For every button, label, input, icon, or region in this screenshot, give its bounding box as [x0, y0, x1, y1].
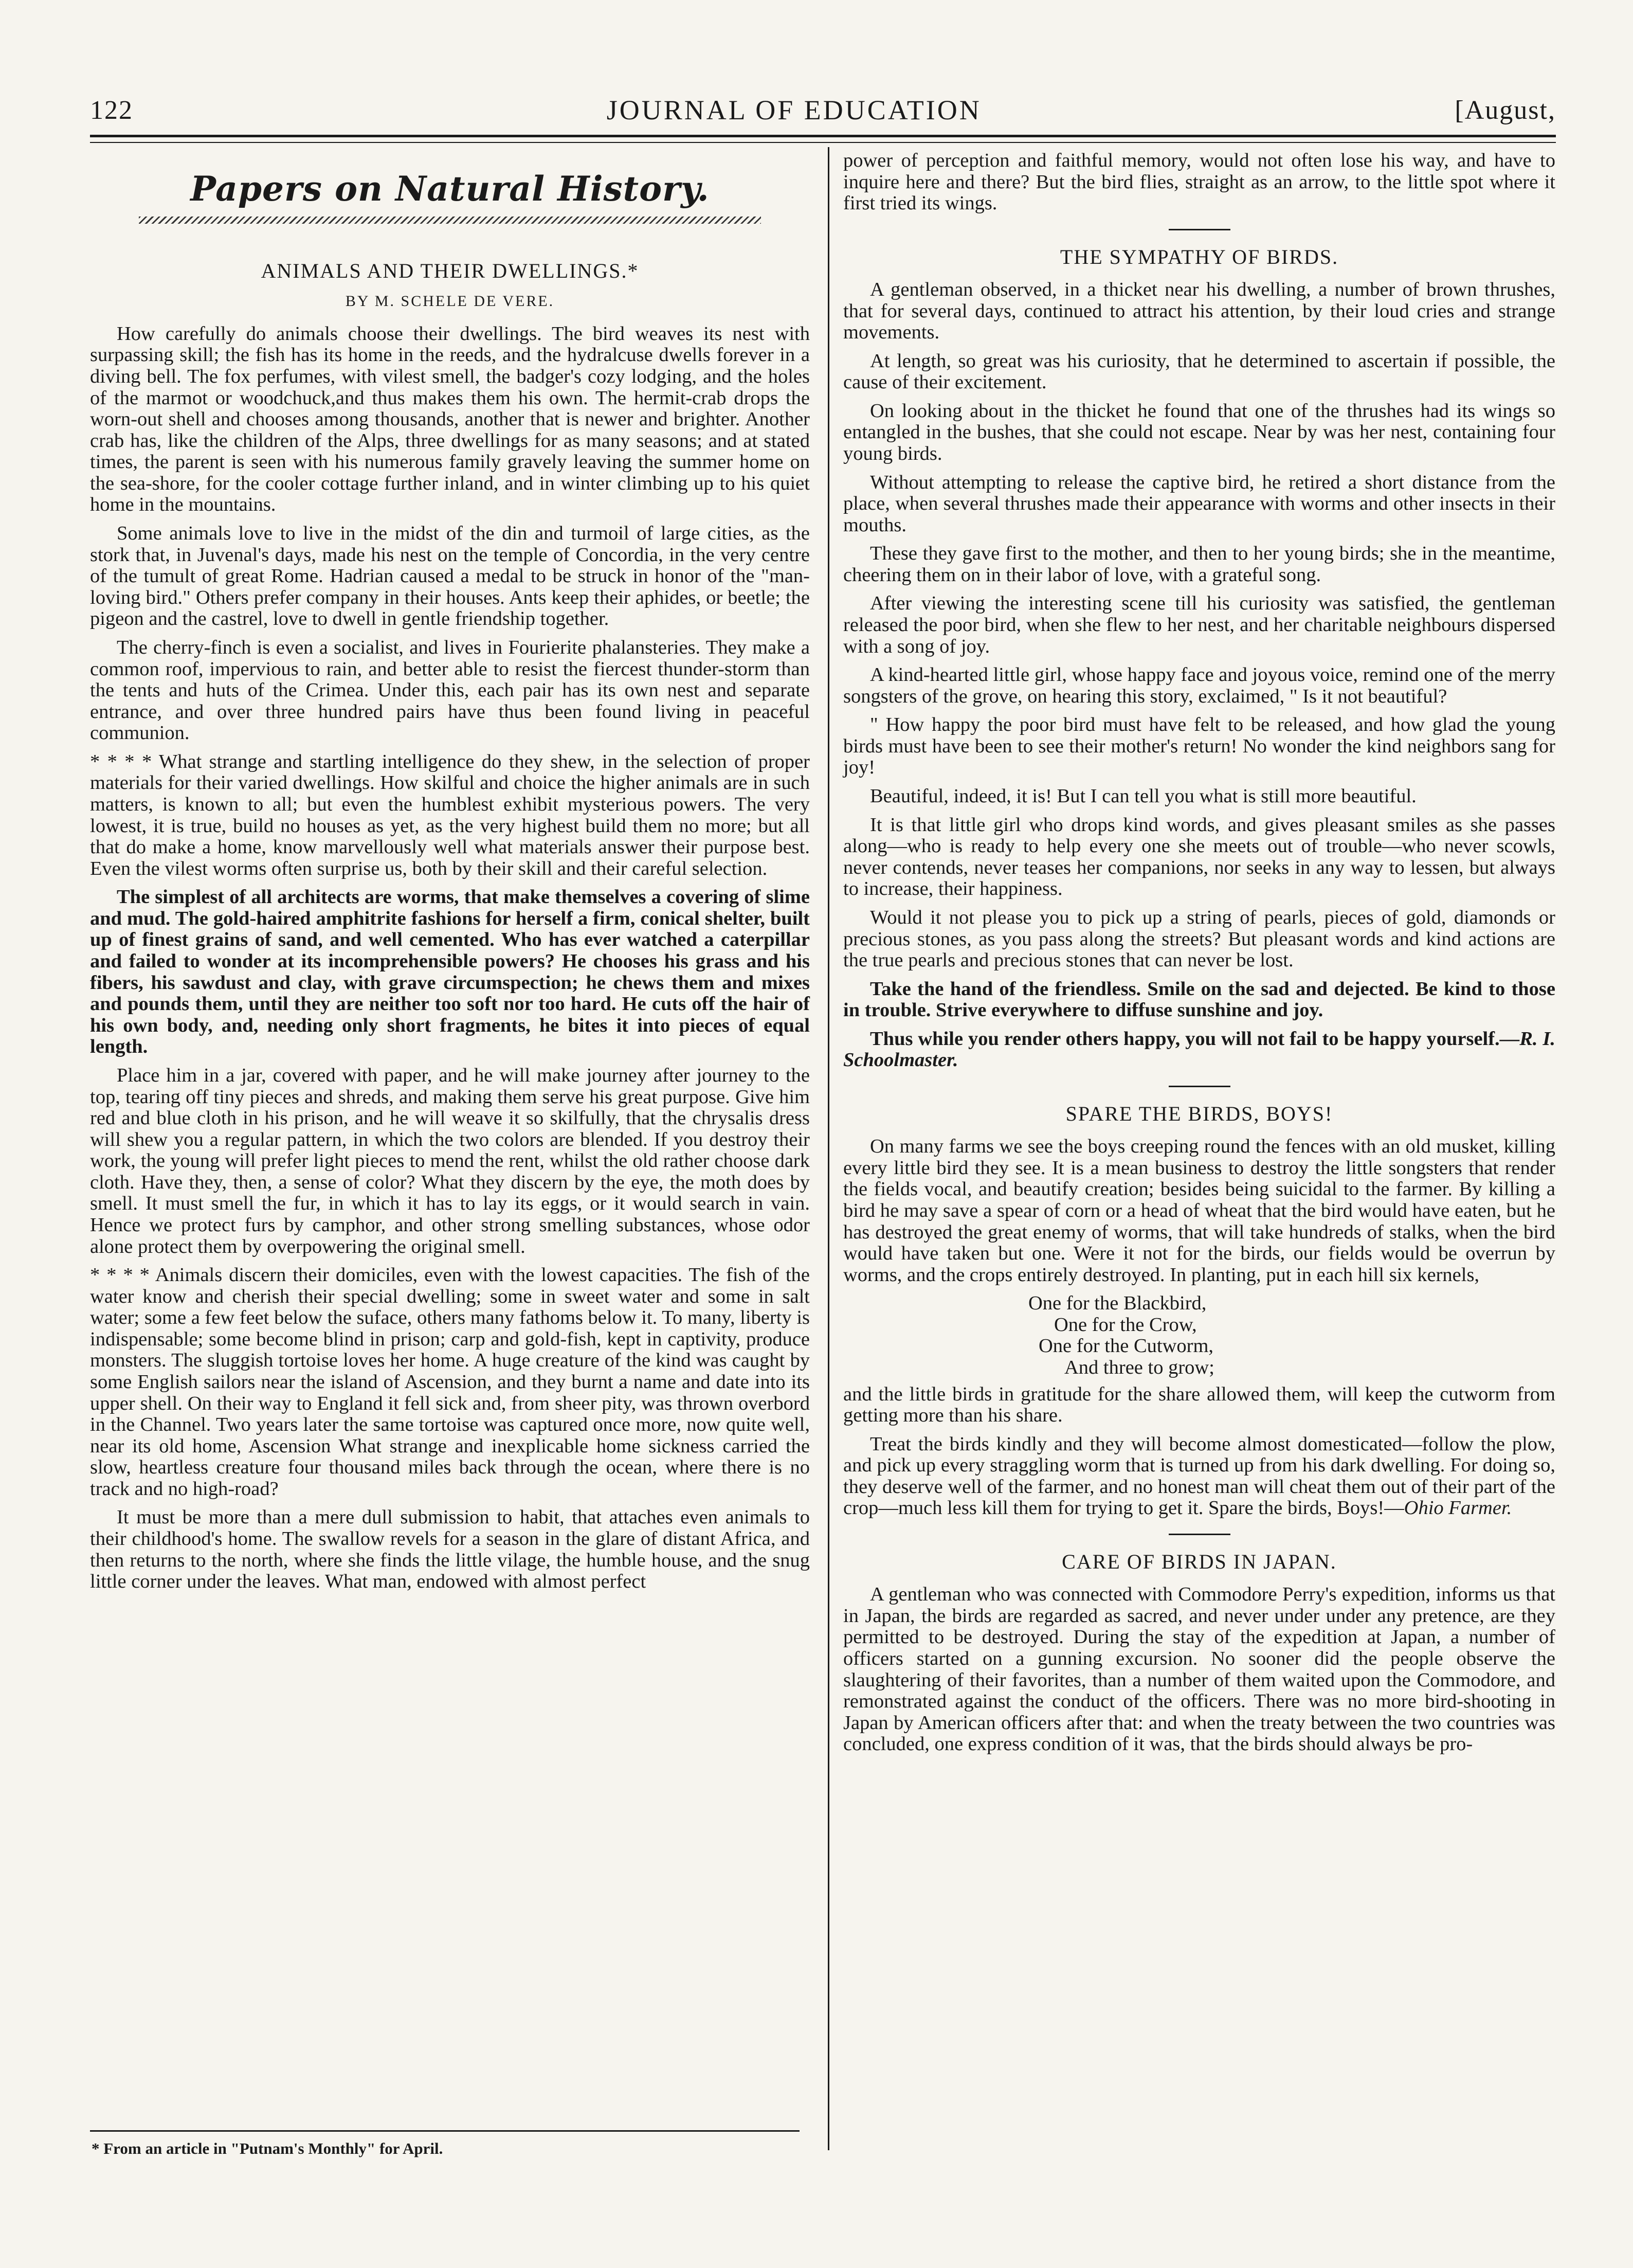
header-rule-thick: [90, 135, 1556, 137]
wavy-divider: [139, 217, 761, 224]
paragraph: Place him in a jar, covered with paper, and he will make journey after journey to the top, tearing off tiny pieces and shreds, and making them serve his great purpose. Give him red and blue cloth in his prison, and he will weave it so skilfully, that the chrysalis dress will shew you a regular pattern, in which the two colors are blended. If you destroy their work, the young will prefer light pieces to mend the rent, whilst the old rather choose dark cloth. Have they, then, a sense of color? What they discern by the eye, the moth does by smell. It must smell the fur, in which it has to lay its eggs, or it would search in vain. Hence we protect furs by camphor, and other strong smelling substances, whose odor alone protect them by overpowering the original smell.: [90, 1064, 810, 1257]
section-divider: [1169, 229, 1230, 230]
source-credit: Ohio Farmer.: [1404, 1497, 1512, 1519]
article-byline: BY M. SCHELE DE VERE.: [345, 293, 555, 310]
section-divider: [1169, 1534, 1230, 1535]
source-credit: R. I. Schoolmaster.: [843, 1028, 1555, 1071]
verse-line: And three to grow;: [1064, 1356, 1214, 1378]
paragraph: A gentleman who was connected with Commodore Perry's expedition, informs us that in Japan, the birds are regarded as sacred, and never under under any pretence, are they permitted to be destroyed. During the stay of the expedition at Japan, a number of officers started on a gunning excursion. No sooner did the people observe the slaughtering of their favorites, than a number of them waited upon the Commodore, and remonstrated against the conduct of the officers. There was no more bird-shooting in Japan by American officers after that: and when the treaty between the two countries was concluded, one express condition of it was, that the birds should always be pro-: [843, 1583, 1555, 1755]
journal-title: JOURNAL OF EDUCATION: [606, 95, 982, 125]
header-rule-thin: [90, 142, 1556, 143]
paragraph: [843, 1434, 1555, 1519]
paragraph: Would it not please you to pick up a string of pearls, pieces of gold, diamonds or precious stones, as you pass along the streets? But pleasant words and kind actions are the true pearls and precious stones that can never be lost.: [843, 906, 1555, 971]
running-header: [90, 86, 1556, 134]
verse: [843, 1293, 1555, 1378]
paragraph: It is that little girl who drops kind words, and gives pleasant smiles as she passes along—who is ready to help every one she meets out of trouble—who never scowls, never contends, never teases her companions, nor seeks in any way to lessen, but always to increase, their happiness.: [843, 814, 1555, 900]
paragraph: The cherry-finch is even a socialist, and lives in Fourierite phalansteries. They make a common roof, impervious to rain, and better able to resist the fiercest thunder-storm than the tents and huts of the Crimea. Under this, each pair has its own nest and separate entrance, and over three hundred pairs have thus been found living in peaceful communion.: [90, 636, 810, 744]
paragraph: How carefully do animals choose their dwellings. The bird weaves its nest with surpassing skill; the fish has its home in the reeds, and the hydralcuse dwells forever in a diving bell. The fox perfumes, with vilest smell, the badger's cozy lodging, and the holes of the marmot or woodchuck,and thus makes them his own. The hermit-crab drops the worn-out shell and chooses among thousands, another that is newer and brighter. Another crab has, like the children of the Alps, three dwellings for as many seasons; and at stated times, the parent is seen with his numerous family gravely leaving the summer home on the sea-shore, for the cooler cottage further inland, and in winter climbing up to his quiet home in the mountains.: [90, 322, 810, 516]
footnote: * From an article in "Putnam's Monthly" for April.: [92, 2139, 443, 2157]
paragraph: It must be more than a mere dull submission to habit, that attaches even animals to their childhood's home. The swallow revels for a season in the glare of distant Africa, and then returns to the north, where she finds the little vilage, the humble house, and the snug little corner under the leaves. What man, endowed with almost perfect: [90, 1506, 810, 1593]
paragraph: On looking about in the thicket he found that one of the thrushes had its wings so entangled in the bushes, that she could not escape. Near by was her nest, containing four young birds.: [843, 400, 1555, 464]
verse-line: One for the Blackbird,: [1028, 1292, 1207, 1315]
paragraph: Without attempting to release the captive bird, he retired a short distance from the place, when several thrushes made their appearance with worms and other insects in their mouths.: [843, 471, 1555, 536]
article-title: THE SYMPATHY OF BIRDS.: [1060, 245, 1339, 268]
paragraph: A gentleman observed, in a thicket near his dwelling, a number of brown thrushes, that for several days, continued to attract his attention, by their loud cries and strange movements.: [843, 278, 1555, 344]
right-column: [843, 150, 1555, 1762]
left-column: [90, 149, 810, 1600]
column-divider: [828, 147, 829, 2150]
paragraph: The simplest of all architects are worms, that make themselves a covering of slime and mud. The gold-haired amphitrite fashions for herself a firm, conical shelter, built up of finest grains of sand, and well cemented. Who has ever watched a caterpillar and failed to wonder at its incomprehensible powers? He chooses his grass and his fibers, his sawdust and clay, with grave circumspection; he chews them and mixes and pounds them, until they are neither too soft nor too hard. He cuts off the hair of his own body, and, needing only short fragments, he bites it into pieces of equal length.: [90, 886, 810, 1058]
paragraph: " How happy the poor bird must have felt to be released, and how glad the young birds must have been to see their mother's return! No wonder the kind neighbors sang for joy!: [843, 714, 1555, 779]
page-number: 122: [90, 95, 133, 125]
paragraph: [843, 1029, 1555, 1071]
paragraph: Take the hand of the friendless. Smile on the sad and dejected. Be kind to those in trouble. Strive everywhere to diffuse sunshine and joy.: [843, 978, 1555, 1021]
paragraph: After viewing the interesting scene till his curiosity was satisfied, the gentleman released the poor bird, when she flew to her nest, and her charitable neighbours dispersed with a song of joy.: [843, 592, 1555, 657]
paragraph: A kind-hearted little girl, whose happy face and joyous voice, remind one of the merry songsters of the grove, on hearing this story, exclaimed, " Is it not beautiful?: [843, 664, 1555, 707]
section-title: Papers on Natural History.: [190, 169, 710, 209]
verse-line: One for the Cutworm,: [1039, 1335, 1214, 1357]
article-title: ANIMALS AND THEIR DWELLINGS.*: [261, 259, 639, 283]
footnote-rule: [90, 2130, 800, 2132]
article-title: SPARE THE BIRDS, BOYS!: [1065, 1102, 1333, 1125]
paragraph-text: Treat the birds kindly and they will become almost domesticated—follow the plow, and pick up every straggling worm that is turned up from his dark dwelling. For doing so, they deserve well of the farmer, and no honest man will cheat them out of their part of the crop—much less kill them for trying to get it. Spare the birds, Boys!—: [843, 1433, 1555, 1519]
issue-month: [August,: [1455, 95, 1556, 125]
article-title: CARE OF BIRDS IN JAPAN.: [1062, 1550, 1337, 1574]
section-divider: [1169, 1086, 1230, 1087]
paragraph: At length, so great was his curiosity, that he determined to ascertain if possible, the cause of their excitement.: [843, 350, 1555, 393]
paragraph: and the little birds in gratitude for the share allowed them, will keep the cutworm from getting more than his share.: [843, 1383, 1555, 1427]
paragraph: * * * * Animals discern their domiciles, even with the lowest capacities. The fish of the water know and cherish their special dwelling; some in sweet water and some in salt water; some a few feet below the suface, others many fathoms below it. To many, liberty is indispensable; some become blind in prison; carp and gold-fish, kept in captivity, produce monsters. The sluggish tortoise loves her home. A huge creature of the kind was caught by some English sailors near the island of Ascension, and they burnt a name and date into its upper shell. On their way to England it fell sick and, from sheer pity, was thrown overbord in the Channel. Two years later the same tortoise was captured once more, now quite well, near its old home, Ascension What strange and inexplicable home sickness carried the slow, heartless creature four thousand miles back through the ocean, where there is no track and no high-road?: [90, 1264, 810, 1500]
paragraph: These they gave first to the mother, and then to her young birds; she in the meantime, cheering them on in their labor of love, with a grateful song.: [843, 543, 1555, 586]
verse-line: One for the Crow,: [1054, 1313, 1197, 1336]
continuation-paragraph: power of perception and faithful memory, would not often lose his way, and have to inquire here and there? But the bird flies, straight as an arrow, to the little spot where it first tried its wings.: [843, 150, 1555, 214]
paragraph: * * * * What strange and startling intelligence do they shew, in the selection of proper materials for their varied dwellings. How skilful and choice the higher animals are in such matters, is known to all; but even the humblest exhibit mysterious powers. The very lowest, it is true, build no houses as yet, as the very highest build them no more; but all that do make a home, know marvellously well what materials answer their purpose best. Even the vilest worms often surprise us, both by their skill and their careful selection.: [90, 750, 810, 879]
paragraph: Some animals love to live in the midst of the din and turmoil of large cities, as the stork that, in Juvenal's days, made his nest on the temple of Concordia, in the very centre of the tumult of great Rome. Hadrian caused a medal to be struck in honor of the "man-loving bird." Others prefer company in their houses. Ants keep their aphides, or beetle; the pigeon and the castrel, love to dwell in gentle friendship together.: [90, 523, 810, 630]
paragraph: Beautiful, indeed, it is! But I can tell you what is still more beautiful.: [870, 785, 1417, 807]
paragraph: On many farms we see the boys creeping round the fences with an old musket, killing every little bird they see. It is a mean business to destroy the little songsters that render the fields vocal, and beautify creation; besides being suicidal to the farmer. By killing a bird he may save a spear of corn or a head of wheat that the bird would have eaten, but he has destroyed the great enemy of worms, that will take hundreds of stalks, when the bird would have taken but one. Were it not for the birds, our fields would be overrun by worms, and the crops entirely destroyed. In planting, put in each hill six kernels,: [843, 1136, 1555, 1286]
paragraph-text: Thus while you render others happy, you will not fail to be happy yourself.—: [870, 1028, 1520, 1050]
